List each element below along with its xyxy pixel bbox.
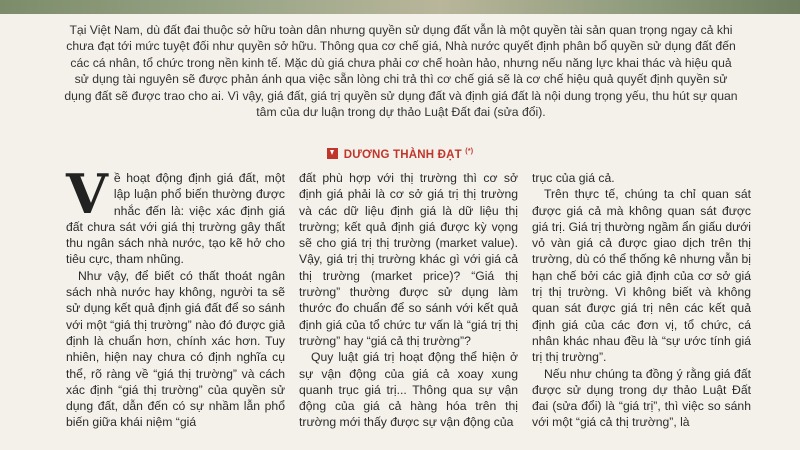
paragraph: đất phù hợp với thị trường thì cơ sở định giá phải là cơ sở giá trị thị trường và các dữ liệu định giá là dữ liệu thị trường; kết quả định giá được kỳ vọng sẽ cho giá trị thị trường (market value). Vậy, giá trị thị trường khác gì với giá cả thị trường (market price)? “Giá thị trường” thường được sử dụng làm thước đo chuẩn để so sánh với kết quả định giá của tổ chức tư vấn là “giá trị thị trường” hay “giá cả thị trường”? — [299, 171, 518, 348]
paragraph: Nếu như chúng ta đồng ý rằng giá đất được sử dụng trong dự thảo Luật Đất đai (sửa đổi) là “giá trị”, thì việc so sánh với một “giá cả thị trường”, là — [532, 366, 751, 430]
down-arrow-icon — [327, 148, 338, 159]
paragraph: Trên thực tế, chúng ta chỉ quan sát được giá cả mà không quan sát được giá trị. Giá trị thường ngầm ẩn giấu dưới vỏ vàn giá cả được giao dịch trên thị trường, dù có thể thống kê nhưng vẫn bị hạn chế bởi các giả định của cơ sở giá trị thị trường. Vì không biết và không quan sát được giá trị nên các kết quả định giá của các đơn vị, tổ chức, cá nhân khác nhau đều là “sự ước tính giá trị thị trường”. — [532, 187, 751, 365]
article-lead: Tại Việt Nam, dù đất đai thuộc sở hữu toàn dân nhưng quyền sử dụng đất vẫn là một quyền tài sản quan trọng ngay cả khi chưa đạt tới mức tuyệt đối như quyền sở hữu. Thông qua cơ chế giá, Nhà nước quyết định phân bổ quyền sử dụng đất đến các cá nhân, tổ chức trong nền kinh tế. Mặc dù giá chưa phải cơ chế hoàn hảo, nhưng nếu năng lực khai thác và hiệu quả sử dụng tài nguyên sẽ được phản ánh qua việc sẵn lòng chi trả thì cơ chế giá sẽ là cơ chế hiệu quả quyết định quyền sử dụng đất sẽ được trao cho ai. Vì vậy, giá đất, giá trị quyền sử dụng đất và định giá đất là nội dung trọng yếu, thu hút sự quan tâm của dư luận trong dự thảo Luật Đất đai (sửa đổi). — [64, 23, 738, 120]
paragraph — [66, 162, 285, 268]
author-note: (*) — [465, 148, 474, 156]
article-column-3 — [532, 170, 751, 450]
paragraph: trục của giá cả. — [532, 171, 615, 185]
byline — [0, 148, 800, 161]
article-body — [66, 162, 752, 450]
drop-cap: V — [66, 162, 108, 226]
article-column-2 — [299, 170, 518, 450]
author-name: DƯƠNG THÀNH ĐẠT — [343, 149, 462, 161]
paragraph-text: ề hoạt động định giá đất, một lập luận phổ biến thường được nhắc đến là: việc xác định giá đất chưa sát với giá thị trường gây thất thu ngân sách nhà nước, tạo kẽ hở cho tiêu cực, tham nhũng. — [66, 171, 285, 267]
header-photo-strip — [0, 0, 800, 14]
paragraph: Quy luật giá trị hoạt động thể hiện ở sự vận động của giá cả xoay xung quanh trục giá trị... Thông qua sự vận động của giá cả hàng hóa trên thị trường mới thấy được sự vận động của — [299, 350, 518, 430]
article-column-1 — [66, 162, 285, 450]
paragraph: Như vậy, để biết có thất thoát ngân sách nhà nước hay không, người ta sẽ sử dụng kết quả định giá đất để so sánh với một “giá thị trường” nào đó được giả định là chuẩn hơn, chính xác hơn. Tuy nhiên, hiện nay chưa có định nghĩa cụ thể, rõ ràng về “giá thị trường” và cách xác định “giá thị trường” của quyền sử dụng đất, dẫn đến có sự nhầm lẫn phổ biến giữa khái niệm “giá — [66, 268, 285, 430]
